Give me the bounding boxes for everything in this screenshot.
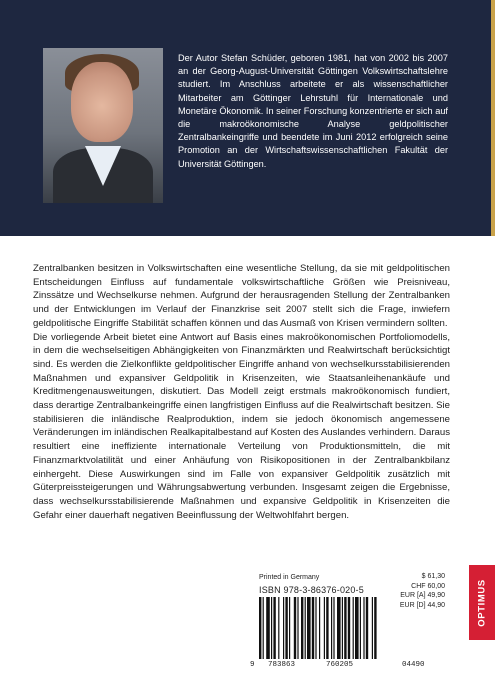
- barcode-bar: [259, 597, 261, 659]
- barcode-bar: [305, 597, 306, 659]
- barcode-bar: [271, 597, 272, 659]
- author-photo: [43, 48, 163, 203]
- author-bio: Der Autor Stefan Schüder, geboren 1981, hat von 2002 bis 2007 an der Georg-August-Universität Göttingen Volkswirtschaftslehre studiert. Im Anschluss arbeitete er als wissenschaftlicher Mitarbeiter am Göttinger Lehrstuhl für Internationale und Monetäre Ökonomik. In seiner Forschung konzentrierte er sich auf die makroökonomische Analyse geldpolitischer Zentralbankeingriffe und beendete im Juni 2012 erfolgreich seine Promotion an der Wirtschaftswissenschaftlichen Fakultät der Universität Göttingen.: [178, 53, 448, 169]
- price-eur-a: EUR [A] 49,90: [400, 592, 445, 599]
- price-usd: $ 61,30: [421, 573, 445, 580]
- barcode-bar: [297, 597, 298, 659]
- barcode-bar: [363, 597, 364, 659]
- barcode-bar: [294, 597, 296, 659]
- price-chf: CHF 60,00: [411, 582, 445, 590]
- barcode-bar: [315, 597, 316, 659]
- barcode-bar: [353, 597, 354, 659]
- barcode-digits-group-b: 760205: [326, 661, 354, 669]
- barcode-digit-first: 9: [250, 661, 255, 669]
- price-eur-d: EUR [D] 44,90: [399, 601, 445, 609]
- barcode-bar: [360, 597, 361, 659]
- barcode-bar: [374, 597, 376, 659]
- barcode-bar: [366, 597, 368, 659]
- barcode-bar: [348, 597, 350, 659]
- barcode-bar: [372, 597, 373, 659]
- barcode-bar: [278, 597, 279, 659]
- barcode-bar: [342, 597, 343, 659]
- barcode-bar: [344, 597, 346, 659]
- barcode-bar: [319, 597, 320, 659]
- barcode-bar: [324, 597, 325, 659]
- barcode-bar: [266, 597, 270, 659]
- author-band: [0, 0, 495, 236]
- book-blurb: [33, 262, 450, 522]
- barcode-bar: [263, 597, 264, 659]
- barcode-bar: [312, 597, 314, 659]
- barcode-bar: [289, 597, 290, 659]
- barcode-bar: [333, 597, 334, 659]
- barcode-digits-group-c: 04490: [402, 661, 425, 669]
- printed-in-label: Printed in Germany: [259, 574, 320, 581]
- isbn-barcode: [259, 597, 439, 659]
- barcode-bar: [301, 597, 303, 659]
- blurb-paragraph: Die vorliegende Arbeit bietet eine Antwort auf Basis eines makroökonomischen Portfoliomodells, in dem die wechselseitigen Abhängigkeiten von Finanzmärkten und Realwirtschaft berücksichtigt sind. Es werden die Zielkonflikte geldpolitischer Eingriffe anhand von wechselkursstabilisierenden Maßnahmen und expansiver Geldpolitik in Krisenzeiten, wie Staatsanleihenankäufe und Kreditmengenausweitungen, diskutiert. Das Modell zeigt erstmals makroökonomisch fundiert, dass derartige Zentralbankeingriffe einen langfristigen Einfluss auf die Realwirtschaft besitzen. Sie stabilisieren die inländische Realproduktion, indem sie jedoch ökonomisch angemessene Veränderungen im inländischen Realkapitalbestand auf Kosten des Auslandes verhindern. Daraus resultiert eine ineffiziente internationale Verteilung von Produktionsmitteln, die mit Finanzmarktvolatilität und einer Anhäufung von Risikopositionen in der Zentralbankbilanz einhergeht. Diese Auswirkungen sind im Falle von expansiver Geldpolitik zusätzlich mit Güterpreissteigerungen und Währungsabwertung verbunden. Insgesamt zeigen die Ergebnisse, dass wechselkursstabilisierende Maßnahmen und expansive Geldpolitik in Krisenzeiten die Gefahr einer dauerhaft negativen Beeinflussung der Weltwohlfahrt bergen.: [33, 331, 450, 521]
- barcode-bar: [331, 597, 332, 659]
- barcode-bar: [285, 597, 287, 659]
- blurb-paragraph: Zentralbanken besitzen in Volkswirtschaften eine wesentliche Stellung, da sie mit geldpolitischen Entscheidungen Einfluss auf fundamentale volkswirtschaftliche Größen wie Preisniveau, Zinssätze und Wechselkurse nehmen. Aufgrund der herausragenden Stellung der Zentralbanken und der Entwicklungen im Verlauf der Finanzkrise seit 2007 stellt sich die Frage, inwiefern geldpolitische Eingriffe Stabilität schaffen können und das Ausmaß von Krisen vermindern sollten.: [33, 263, 450, 329]
- barcode-bar: [355, 597, 359, 659]
- publisher-badge: [469, 565, 495, 640]
- barcode-bar: [273, 597, 275, 659]
- spine-accent: [491, 0, 495, 236]
- barcode-digits-group-a: 783863: [268, 661, 296, 669]
- barcode-bar: [307, 597, 311, 659]
- barcode-bar: [326, 597, 328, 659]
- barcode-bar: [283, 597, 284, 659]
- isbn-label: ISBN 978-3-86376-020-5: [259, 585, 364, 595]
- barcode-bar: [337, 597, 341, 659]
- publisher-logo: OPTIMUS: [476, 578, 488, 627]
